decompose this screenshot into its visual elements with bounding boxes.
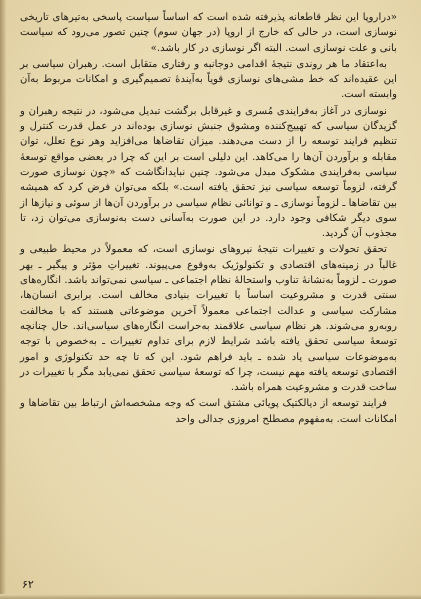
paragraph: تحقق تحولات و تغییرات نتیجهٔ نیروهای نوسازی است، که معمولاً در محیط طبیعی و غالباً در زمینه‌های اقتصادی و تکنولوژیک به‌وقوع می‌پیوند. تغییراتِ مؤثر و پیگیر ـ بهر صورت ـ لزوماً به‌نشانهٔ تناوب واستحالهٔ نظام اجتماعی ـ سیاسی نمی‌تواند باشد. انگاره‌های سنتی قدرت و مشروعیت اساساً با تغییرات بنیادی مخالف است. برابری انسان‌ها، مشارکت سیاسی و عدالت اجتماعی معمولاً آخرین موضوعاتی هستند که با مخالفت روبه‌رو می‌شوند. هر نظام سیاسی علاقمند به‌حراست انگاره‌های سیاسی‌اند. حال چنانچه توسعهٔ سیاسی تحقق یافته باشد شرایط لازم برای تداوم تغییرات ـ به‌خصوص با توجه به‌موضوعات سیاسی یاد شده ـ باید فراهم شود. این که تا چه حد تکنولوژی و امور اقتصادی توسعه یافته مهم نیست، چرا که توسعهٔ سیاسی تحقق نمی‌یابد مگر با تغییرات در ساخت قدرت و مشروعیت همراه باشد. (20, 244, 397, 394)
body-text (20, 10, 397, 428)
paragraph: نوسازی در آغاز به‌فرایندی مُسری و غیرقابل برگشت تبدیل می‌شود، در نتیجه رهبران و گزیدگان سیاسی که تهییج‌کننده ومشوق جنبش نوسازی بوده‌اند در عمل قدرت کنترل و تنظیم فرایند توسعه را از دست می‌دهند. میزان تقاضاها می‌افزاید وهر نوع تعلل، توان مقابله و برآوردن آن‌ها را می‌کاهد. این دلیلی است بر این که چرا در بعضی مواقع توسعهٔ سیاسی به‌فرایندی مشکوک مبدل می‌شود. چنین نبایدانگاشت که «چون نوسازی صورت گرفته، لزوماً توسعه سیاسی نیز تحقق یافته است.» بلکه می‌توان فرض کرد که همیشه بین تقاضاها ـ لزوماً نوسازی ـ و توانائی نظام سیاسی در برآوردن آن‌ها از سوئی و نیازها از سوی دیگر شکافی وجود دارد. در این صورت به‌آسانی دست به‌نوسازی می‌توان زد، تا مجذوب آن گردید. (20, 105, 397, 240)
paragraph: فرایند توسعه از دیالکتیک پویائی مشتق است که وجه مشخصه‌اش ارتباط بین تقاضاها و امکانات است. به‌مفهوم مصطلح امروزی جدالی واحد (20, 398, 397, 425)
page-left-edge (0, 0, 6, 599)
page-number: ۶۲ (22, 578, 34, 591)
page-bottom-edge (0, 594, 421, 599)
paragraph: «دراروپا این نظر قاطعانه پذیرفته شده است که اساساً سیاست پاسخی به‌تیرهای تاریخی نوسازی است، در حالی که خارج از اروپا (در جهان سوم) چنین تصور می‌رود که سیاست بانی و علت نوسازی است. البته اگر نوسازی در کار باشد.» (20, 12, 397, 54)
paragraph: به‌اعتقاد ما هر روندی نتیجهٔ اقدامی دوجانبه و رفتاری متقابل است. رهبران سیاسی بر این عقیده‌اند که خط مشی‌های نوسازی قویاً به‌آیندهٔ تصمیم‌گیری و امکانات مربوط به‌آن وابسته است. (20, 58, 397, 101)
